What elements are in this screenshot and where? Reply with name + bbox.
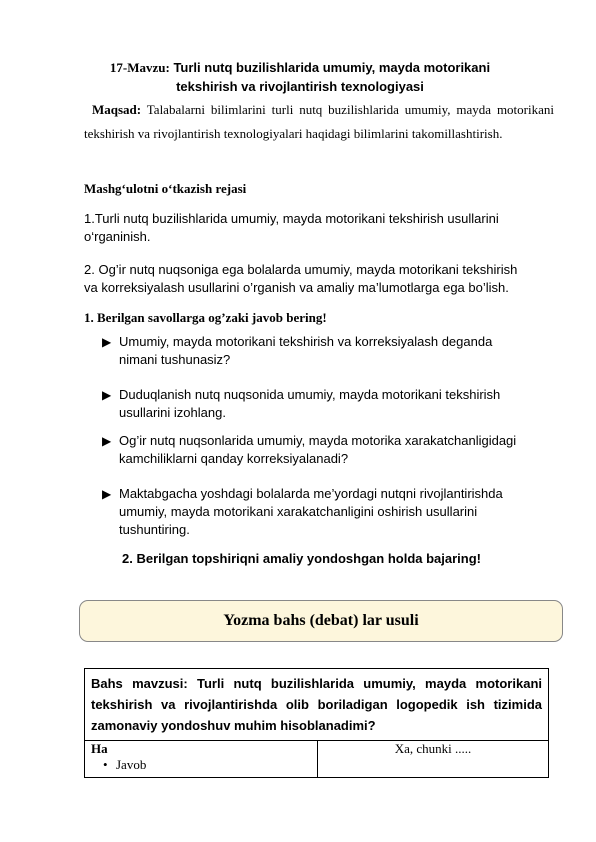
list-item [91,757,311,773]
question-item-2 [102,386,532,422]
bullet-icon: • [103,757,108,772]
plan-item-2: 2. Og’ir nutq nuqsoniga ega bolalarda umumiy, mayda motorikani tekshirish va korreksiyalash usullarini o’rganish va amaliy ma’lumotlarga ega bo’lish. [84,262,518,295]
ha-label: Ha [91,741,108,756]
method-banner-title: Yozma bahs (debat) lar usuli [223,612,419,629]
task-2-heading: 2. Berilgan topshiriqni amaliy yondoshgan holda bajaring! [122,551,481,566]
arrow-right-icon: ▶ [102,335,112,349]
ha-cell [85,741,318,778]
xa-cell [318,741,549,778]
plan-item-1: 1.Turli nutq buzilishlarida umumiy, mayda motorikani tekshirish usullarini o‘rganinish. [84,211,499,244]
table-row [85,741,549,778]
question-text: Maktabgacha yoshdagi bolalarda me’yordagi nutqni rivojlantirishda umumiy, mayda motorikani xarakatchanligini oshirish usullarini tushuntiring. [119,486,503,537]
question-item-1 [102,333,532,369]
page-title [80,58,520,96]
question-item-3 [102,432,532,468]
question-item-4 [102,485,532,539]
goal-label: Maqsad: [92,102,142,117]
debate-topic: Bahs mavzusi: Turli nutq buzilishlarida umumiy, mayda motorikani tekshirish va rivojlantirishda olib boriladigan logopedik ish tizimida zamonaviy yondoshuv muhim hisoblanadimi? [85,669,549,741]
xa-text: Xa, chunki ..... [394,741,472,756]
question-text: Umumiy, mayda motorikani tekshirish va korreksiyalash deganda nimani tushunasiz? [119,334,493,367]
goal-text: Talabalarni bilimlarini turli nutq buzilishlarida umumiy, mayda motorikani tekshirish va rivojlantirish texnologiyalari haqidagi bilimlarini takomillashtirish. [84,102,554,141]
method-banner [79,600,563,642]
arrow-right-icon: ▶ [102,487,112,501]
question-text: Duduqlanish nutq nuqsonida umumiy, mayda motorikani tekshirish usullarini izohlang. [119,387,501,420]
plan-title: Mashg‘ulotni o‘tkazish rejasi [84,181,247,196]
arrow-right-icon: ▶ [102,388,112,402]
ha-item-text: Javob [116,757,147,772]
arrow-right-icon: ▶ [102,434,112,448]
questions-title: 1. Berilgan savollarga og’zaki javob bering! [84,310,327,325]
question-text: Og’ir nutq nuqsonlarida umumiy, mayda motorika xarakatchanligidagi kamchiliklarni qanday korreksiyalanadi? [119,433,517,466]
topic-title-text: Turli nutq buzilishlarida umumiy, mayda motorikani tekshirish va rivojlantirish texnologiyasi [169,60,491,94]
topic-number: 17-Mavzu: [109,60,170,75]
table-row [85,669,549,741]
goal-paragraph [84,98,554,146]
debate-table [84,668,549,778]
